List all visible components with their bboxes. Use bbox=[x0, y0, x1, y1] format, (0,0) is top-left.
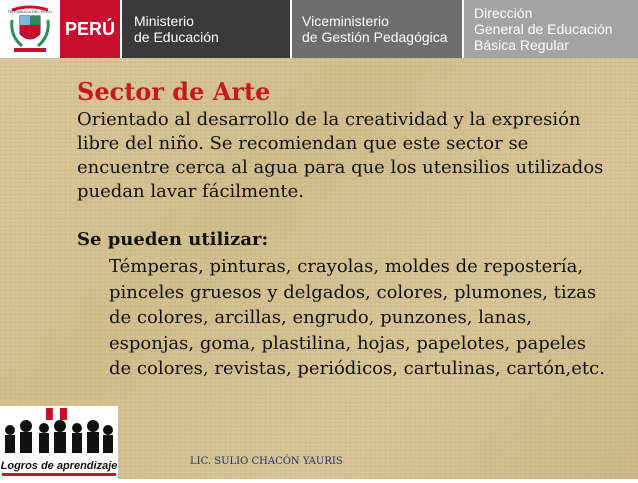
ministry-line-2: de Educación bbox=[134, 29, 219, 45]
slide-title: Sector de Arte bbox=[77, 77, 271, 106]
ministry-label bbox=[120, 0, 290, 58]
viceministry-label bbox=[290, 0, 462, 58]
materials-list: Témperas, pinturas, crayolas, moldes de repostería, pinceles gruesos y delgados, colores, plumones, tizas de colores, arcillas, engrudo, punzones, lanas, esponjas, goma, plastilina, hojas, papelotes, papeles de colores, revistas, periódicos, cartulinas, cartón,etc. bbox=[109, 256, 605, 379]
author-footer: LIC. SULIO CHACÓN YAURIS bbox=[190, 456, 343, 467]
direction-line-2: General de Educación bbox=[474, 21, 613, 37]
materials-heading: Se pueden utilizar: bbox=[77, 229, 269, 250]
header-bar bbox=[0, 0, 638, 58]
ministry-line-1: Ministerio bbox=[134, 13, 194, 29]
slide-description: Orientado al desarrollo de la creatividad y la expresión libre del niño. Se recomiendan que este sector se encuentre cerca al agua para que los utensilios utilizados puedan lavar fácilmente. bbox=[77, 109, 604, 202]
seal-text: REPUBLICA DEL PERU bbox=[8, 9, 52, 14]
logo-text: Logros de aprendizaje bbox=[0, 460, 118, 472]
direction-line-1: Dirección bbox=[474, 5, 533, 21]
direction-line-3: Básica Regular bbox=[474, 37, 569, 53]
coat-of-arms-icon bbox=[0, 0, 60, 58]
viceministry-line-2: de Gestión Pedagógica bbox=[302, 29, 448, 45]
learning-achievements-logo bbox=[0, 406, 118, 479]
direction-label bbox=[462, 0, 638, 58]
country-label: PERÚ bbox=[60, 0, 120, 58]
viceministry-line-1: Viceministerio bbox=[302, 13, 389, 29]
slide-content bbox=[77, 78, 617, 382]
